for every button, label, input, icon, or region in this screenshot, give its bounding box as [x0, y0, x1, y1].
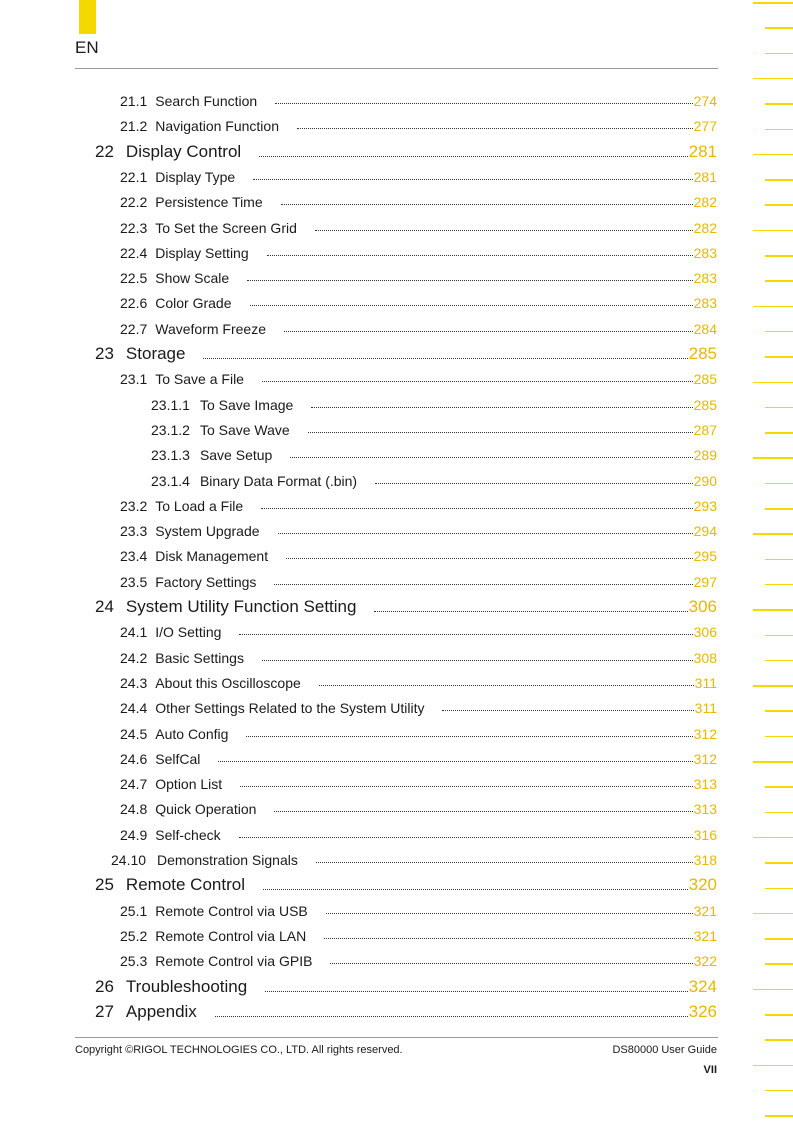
toc-entry-title: SelfCal	[155, 750, 201, 767]
toc-entry[interactable]	[0, 647, 793, 669]
toc-entry-number: 23.5	[120, 573, 148, 590]
toc-entry-title: Display Control	[125, 141, 242, 161]
toc-leader-dots	[315, 230, 693, 231]
ruler-mark	[753, 989, 793, 991]
toc-entry-page: 282	[693, 194, 717, 211]
toc-entry[interactable]	[0, 596, 793, 618]
toc-entry-page: 313	[693, 776, 717, 793]
toc-entry[interactable]	[0, 849, 793, 871]
toc-entry-page: 281	[693, 168, 717, 185]
toc-entry-title: To Set the Screen Grid	[155, 219, 297, 236]
toc-entry-number: 23.1.3	[151, 447, 190, 464]
toc-entry-page: 322	[693, 953, 717, 970]
toc-entry[interactable]	[0, 1001, 793, 1023]
toc-leader-dots	[326, 913, 693, 914]
ruler-mark	[765, 1115, 793, 1117]
toc-leader-dots	[247, 280, 692, 281]
toc-entry-title: Waveform Freeze	[155, 320, 266, 337]
toc-entry-title: Basic Settings	[155, 649, 244, 666]
toc-entry-number: 22	[95, 141, 114, 161]
toc-leader-dots	[274, 811, 692, 812]
toc-leader-dots	[324, 938, 692, 939]
ruler-mark	[765, 938, 793, 940]
toc-entry-number: 22.7	[120, 320, 148, 337]
toc-entry-title: Display Type	[155, 168, 236, 185]
toc-entry-number: 26	[95, 976, 114, 996]
toc-entry[interactable]	[0, 419, 793, 441]
toc-entry-title: I/O Setting	[155, 624, 222, 641]
toc-entry-page: 285	[693, 371, 717, 388]
ruler-mark	[753, 609, 793, 611]
toc-entry[interactable]	[0, 90, 793, 112]
toc-leader-dots	[253, 179, 692, 180]
toc-entry[interactable]	[0, 470, 793, 492]
toc-entry-page: 281	[688, 141, 717, 161]
toc-entry-number: 24.4	[120, 700, 148, 717]
toc-entry-page: 306	[688, 597, 717, 616]
ruler-mark	[753, 382, 793, 384]
toc-entry-number: 21.1	[120, 93, 148, 109]
toc-entry-number: 23.2	[120, 497, 148, 514]
side-ruler-marks	[749, 0, 793, 1122]
toc-leader-dots	[286, 558, 693, 559]
toc-leader-dots	[246, 736, 692, 737]
toc-entry-number: 24.8	[120, 801, 148, 818]
toc-entry-page: 285	[693, 396, 717, 413]
toc-entry-page: 293	[693, 497, 717, 514]
toc-entry-page: 312	[693, 725, 717, 742]
toc-entry[interactable]	[0, 495, 793, 517]
toc-entry[interactable]	[0, 723, 793, 745]
toc-entry-number: 22.1	[120, 168, 148, 185]
toc-entry-number: 22.2	[120, 194, 148, 211]
toc-entry-page: 321	[693, 927, 717, 944]
toc-leader-dots	[319, 685, 694, 686]
ruler-mark	[765, 812, 793, 814]
toc-entry-title: Quick Operation	[155, 801, 257, 818]
ruler-mark	[765, 736, 793, 738]
toc-entry-number: 27	[95, 1001, 114, 1021]
toc-entry-title: Remote Control via GPIB	[155, 953, 313, 970]
toc-leader-dots	[330, 963, 692, 964]
toc-entry[interactable]	[0, 925, 793, 947]
toc-leader-dots	[284, 331, 693, 332]
toc-entry[interactable]	[0, 672, 793, 694]
toc-entry-page: 313	[693, 801, 717, 818]
ruler-mark	[765, 103, 793, 105]
toc-entry[interactable]	[0, 292, 793, 314]
toc-entry-title: Self-check	[155, 826, 221, 843]
language-label: EN	[75, 38, 99, 57]
ruler-mark	[765, 559, 793, 561]
toc-leader-dots	[281, 204, 693, 205]
toc-entry-number: 23.4	[120, 548, 148, 565]
toc-entry-number: 23.1.4	[151, 472, 190, 489]
toc-entry-number: 24.2	[120, 649, 148, 666]
toc-leader-dots	[240, 786, 692, 787]
header-divider	[75, 68, 718, 69]
ruler-mark	[765, 710, 793, 712]
toc-entry-number: 24.7	[120, 776, 148, 793]
toc-leader-dots	[261, 508, 692, 509]
toc-entry-page: 326	[688, 1001, 717, 1021]
toc-entry[interactable]	[0, 748, 793, 770]
toc-leader-dots	[278, 533, 693, 534]
toc-entry-title: To Load a File	[155, 497, 244, 514]
toc-entry-number: 24.6	[120, 750, 148, 767]
toc-entry-title: Appendix	[125, 1001, 197, 1021]
toc-entry-number: 25	[95, 875, 114, 895]
ruler-mark	[765, 1014, 793, 1016]
toc-leader-dots	[308, 432, 693, 433]
ruler-mark	[765, 1090, 793, 1092]
toc-entry-page: 297	[693, 573, 717, 590]
ruler-mark	[753, 761, 793, 763]
toc-entry-number: 24.1	[120, 624, 148, 641]
toc-entry-title: About this Oscilloscope	[155, 674, 301, 691]
toc-entry[interactable]	[0, 368, 793, 390]
toc-entry-number: 23	[95, 344, 114, 363]
toc-entry-title: Disk Management	[155, 548, 269, 565]
toc-entry-page: 283	[693, 295, 717, 312]
toc-entry[interactable]	[0, 115, 793, 137]
ruler-mark	[765, 280, 793, 282]
toc-leader-dots	[262, 660, 693, 661]
toc-entry[interactable]	[0, 621, 793, 643]
toc-entry-number: 21.2	[120, 118, 148, 135]
toc-entry-title: Search Function	[155, 93, 258, 109]
toc-entry[interactable]	[0, 773, 793, 795]
toc-entry-number: 23.3	[120, 523, 148, 540]
toc-entry-page: 295	[693, 548, 717, 565]
toc-leader-dots	[265, 991, 687, 992]
ruler-mark	[753, 78, 793, 80]
toc-entry-title: Remote Control via USB	[155, 902, 308, 919]
toc-entry[interactable]	[0, 798, 793, 820]
toc-entry-number: 23.1.2	[151, 421, 190, 438]
toc-entry-title: To Save Wave	[199, 421, 290, 438]
ruler-mark	[765, 356, 793, 358]
toc-entry-title: Display Setting	[155, 244, 249, 261]
ruler-mark	[765, 1039, 793, 1041]
guide-title: DS80000 User Guide	[612, 1044, 717, 1056]
toc-entry[interactable]	[0, 520, 793, 542]
ruler-mark	[753, 1065, 793, 1067]
toc-entry[interactable]	[0, 191, 793, 213]
toc-entry-page: 312	[693, 750, 717, 767]
toc-entry-page: 324	[688, 976, 717, 996]
toc-entry-page: 282	[693, 219, 717, 236]
toc-entry-title: Option List	[155, 776, 223, 793]
toc-entry-page: 320	[688, 875, 717, 895]
toc-entry-page: 308	[693, 649, 717, 666]
footer-divider	[75, 1037, 718, 1038]
ruler-mark	[765, 255, 793, 257]
toc-entry-page: 316	[693, 826, 717, 843]
toc-entry-number: 23.1	[120, 371, 148, 388]
toc-leader-dots	[239, 837, 693, 838]
ruler-mark	[765, 204, 793, 206]
toc-entry-title: Show Scale	[155, 270, 230, 287]
toc-entry-title: Demonstration Signals	[157, 852, 298, 868]
toc-entry-page: 287	[693, 421, 717, 438]
toc-entry-title: Factory Settings	[155, 573, 257, 590]
ruler-mark	[765, 508, 793, 510]
toc-leader-dots	[259, 156, 687, 157]
toc-entry[interactable]	[0, 571, 793, 593]
toc-entry-page: 285	[688, 344, 717, 363]
toc-leader-dots	[297, 128, 693, 129]
toc-leader-dots	[311, 407, 692, 408]
toc-entry-number: 24.9	[120, 826, 148, 843]
toc-entry-number: 25.3	[120, 953, 148, 970]
toc-leader-dots	[263, 889, 688, 890]
toc-entry-title: Remote Control	[125, 875, 245, 895]
ruler-mark	[765, 27, 793, 29]
toc-entry[interactable]	[0, 242, 793, 264]
toc-entry[interactable]	[0, 141, 793, 163]
toc-entry[interactable]	[0, 950, 793, 972]
toc-entry-title: To Save Image	[199, 396, 294, 413]
toc-entry-number: 22.4	[120, 244, 148, 261]
ruler-mark	[765, 888, 793, 890]
toc-entry-number: 24	[95, 597, 114, 616]
toc-leader-dots	[262, 381, 693, 382]
ruler-mark	[753, 685, 793, 687]
toc-leader-dots	[267, 255, 693, 256]
ruler-mark	[753, 837, 793, 839]
ruler-mark	[753, 2, 793, 4]
ruler-mark	[765, 53, 793, 55]
toc-entry-number: 24.10	[111, 852, 147, 868]
page-number: VII	[703, 1064, 717, 1076]
toc-entry-number: 24.5	[120, 725, 148, 742]
toc-leader-dots	[374, 611, 687, 612]
toc-entry[interactable]	[0, 824, 793, 846]
copyright-text: Copyright ©RIGOL TECHNOLOGIES CO., LTD. All rights reserved.	[75, 1044, 403, 1056]
toc-entry-page: 284	[693, 320, 717, 337]
ruler-mark	[765, 635, 793, 637]
toc-entry-title: Binary Data Format (.bin)	[199, 472, 358, 489]
toc-leader-dots	[316, 862, 693, 863]
toc-entry[interactable]	[0, 166, 793, 188]
toc-entry-page: 318	[693, 852, 717, 868]
toc-leader-dots	[442, 710, 693, 711]
ruler-mark	[765, 331, 793, 333]
toc-leader-dots	[203, 358, 687, 359]
toc-entry[interactable]	[0, 343, 793, 365]
toc-entry-page: 294	[693, 523, 717, 540]
toc-entry-page: 290	[693, 472, 717, 489]
ruler-mark	[753, 306, 793, 308]
toc-entry-title: System Utility Function Setting	[125, 597, 357, 616]
toc-entry[interactable]	[0, 318, 793, 340]
toc-entry[interactable]	[0, 444, 793, 466]
toc-entry-title: Save Setup	[199, 447, 273, 464]
ruler-mark	[765, 786, 793, 788]
toc-entry-title: Troubleshooting	[125, 976, 248, 996]
toc-leader-dots	[250, 305, 693, 306]
toc-entry[interactable]	[0, 900, 793, 922]
toc-leader-dots	[274, 584, 692, 585]
toc-entry-page: 283	[693, 244, 717, 261]
toc-entry-number: 22.5	[120, 270, 148, 287]
toc-entry-title: Other Settings Related to the System Utility	[155, 700, 425, 717]
toc-entry-title: Auto Config	[155, 725, 229, 742]
ruler-mark	[765, 963, 793, 965]
toc-leader-dots	[275, 103, 692, 104]
toc-entry[interactable]	[0, 545, 793, 567]
toc-leader-dots	[375, 483, 693, 484]
ruler-mark	[765, 660, 793, 662]
toc-entry-page: 311	[694, 674, 717, 691]
toc-entry-title: Storage	[125, 344, 186, 363]
yellow-tab-marker	[79, 0, 96, 34]
toc-entry-page: 283	[693, 270, 717, 287]
toc-entry-title: Color Grade	[155, 295, 232, 312]
ruler-mark	[765, 862, 793, 864]
toc-entry[interactable]	[0, 394, 793, 416]
ruler-mark	[753, 154, 793, 156]
toc-entry-title: To Save a File	[155, 371, 244, 388]
ruler-mark	[753, 533, 793, 535]
toc-entry-page: 321	[693, 902, 717, 919]
toc-entry-page: 277	[693, 118, 717, 135]
toc-entry-number: 23.1.1	[151, 396, 190, 413]
toc-entry-number: 22.6	[120, 295, 148, 312]
toc-entry-number: 22.3	[120, 219, 148, 236]
toc-entry-number: 25.1	[120, 902, 148, 919]
toc-entry-title: Persistence Time	[155, 194, 263, 211]
ruler-mark	[765, 407, 793, 409]
ruler-mark	[765, 432, 793, 434]
ruler-mark	[753, 913, 793, 915]
toc-entry-page: 274	[693, 93, 717, 109]
toc-entry[interactable]	[0, 697, 793, 719]
ruler-mark	[765, 129, 793, 131]
toc-leader-dots	[215, 1016, 688, 1017]
ruler-mark	[765, 483, 793, 485]
toc-entry[interactable]	[0, 217, 793, 239]
toc-entry[interactable]	[0, 267, 793, 289]
toc-leader-dots	[239, 634, 692, 635]
toc-entry-page: 306	[693, 624, 717, 641]
ruler-mark	[753, 230, 793, 232]
ruler-mark	[753, 457, 793, 459]
toc-entry-title: Navigation Function	[155, 118, 279, 135]
toc-entry-page: 311	[694, 700, 717, 717]
toc-leader-dots	[290, 457, 692, 458]
ruler-mark	[765, 179, 793, 181]
toc-entry-title: System Upgrade	[155, 523, 260, 540]
toc-leader-dots	[218, 761, 692, 762]
toc-entry[interactable]	[0, 874, 793, 896]
toc-entry-title: Remote Control via LAN	[155, 927, 307, 944]
toc-entry[interactable]	[0, 976, 793, 998]
toc-entry-page: 289	[693, 447, 717, 464]
toc-entry-number: 25.2	[120, 927, 148, 944]
ruler-mark	[765, 584, 793, 586]
toc-entry-number: 24.3	[120, 674, 148, 691]
